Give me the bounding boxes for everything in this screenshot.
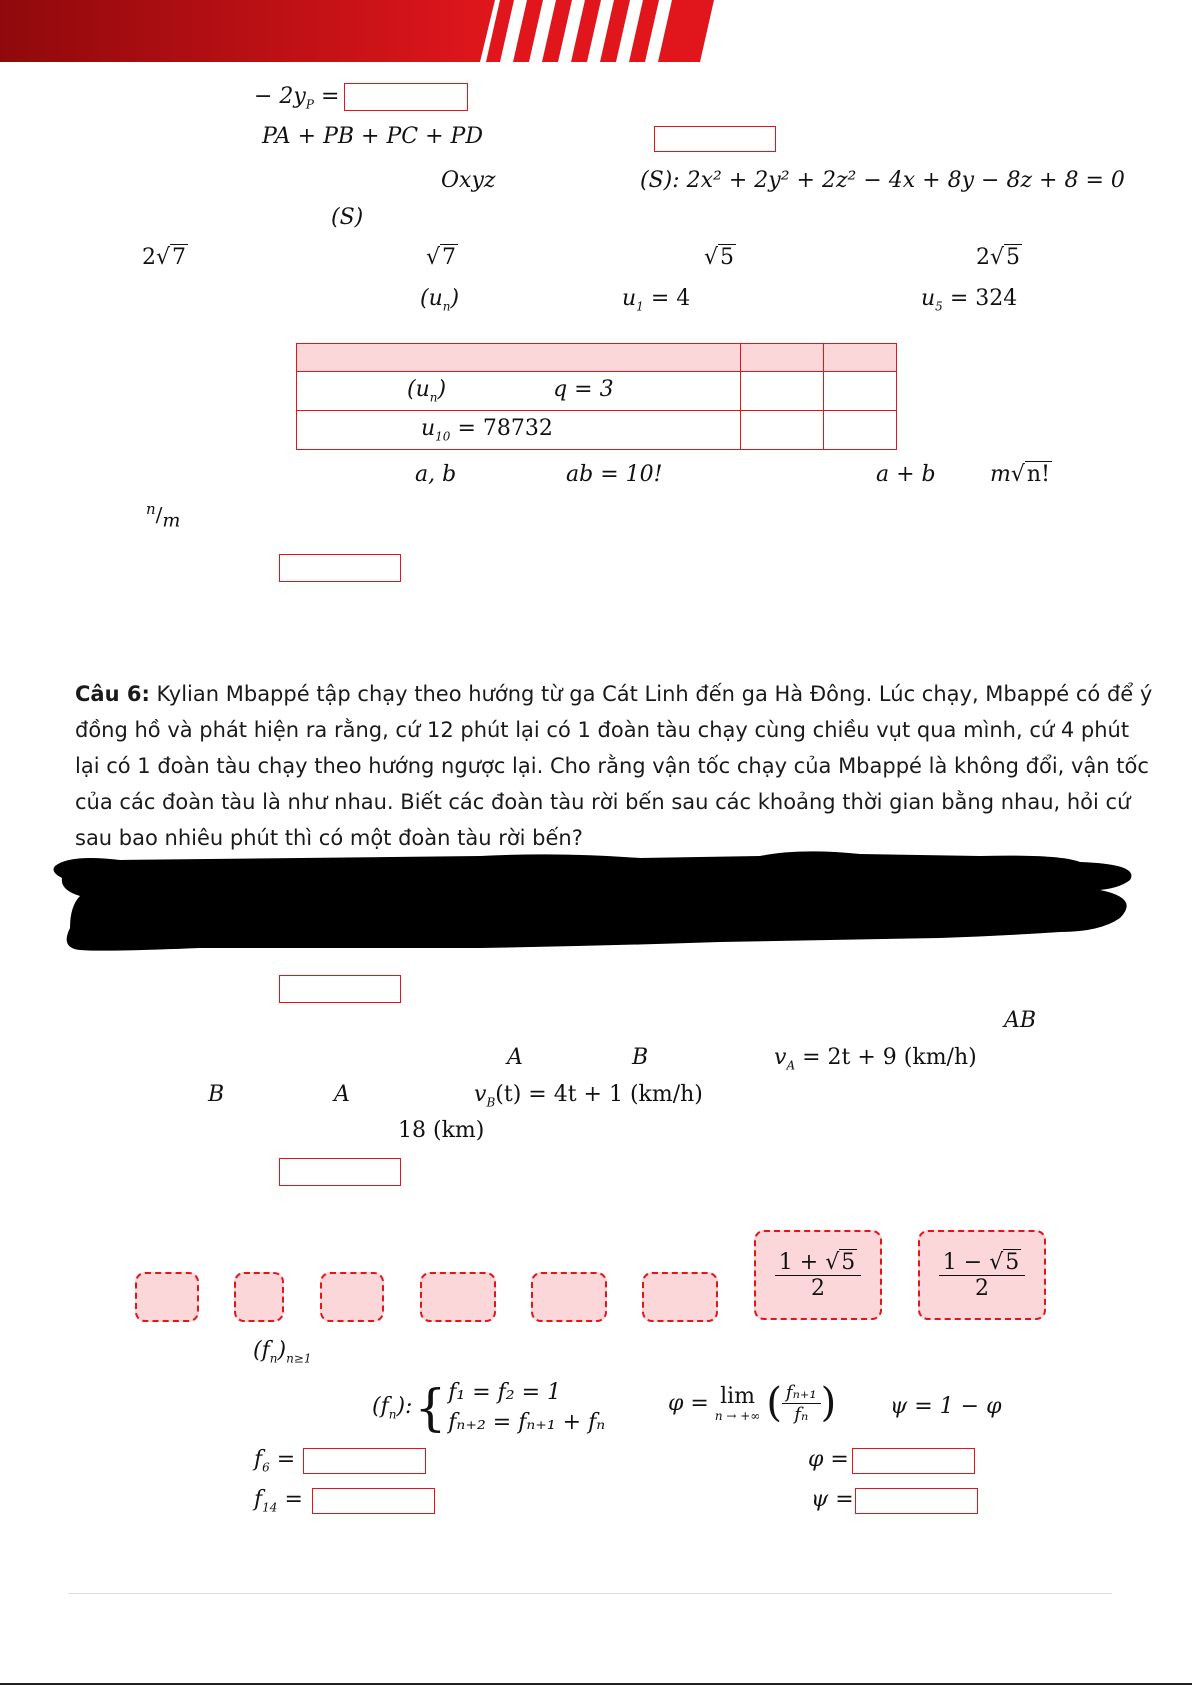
psi-label: ψ = [811,1487,854,1512]
point-a-2: A [334,1082,350,1107]
answer-box-psi[interactable] [855,1488,978,1514]
u1-value: $u_1 = 4$ [622,286,691,314]
question-6-text: Kylian Mbappé tập chạy theo hướng từ ga Cát Linh đến ga Hà Đông. Lúc chạy, Mbappé có để ý đồng hồ và phát hiện ra rằng, cứ 12 phút lại có 1 đoàn tàu chạy cùng chiều vụt qua mình, cứ 4 phút lại có 1 đoàn tàu chạy theo hướng ngược lại. Cho rằng vận tốc chạy của Mbappé là không đổi, vận tốc của các đoàn tàu là như nhau. Biết các đoàn tàu rời bến sau các khoảng thời gian bằng nhau, hỏi cứ sau bao nhiêu phút thì có một đoàn tàu rời bến? [75,682,1153,850]
drop-slot[interactable] [642,1272,718,1322]
option-b[interactable]: √7 [426,245,457,270]
point-b: B [632,1045,649,1070]
answer-box-q6[interactable] [279,975,401,1003]
answer-box-f14[interactable] [312,1488,435,1514]
drop-slot[interactable] [531,1272,607,1322]
sphere-equation: (S): 2x² + 2y² + 2z² − 4x + 8y − 8z + 8 = 0 [640,168,1125,193]
true-cell[interactable] [741,411,824,450]
drop-slot[interactable] [234,1272,284,1322]
sphere-label: (S) [331,205,364,230]
phi-definition: φ = lim n → +∞ ( $\frac{\text{fₙ₊₁}}{\text{fₙ}}$ ) [668,1380,837,1426]
drop-slot[interactable] [320,1272,384,1322]
n-over-m: $^n/_m$ [146,500,181,532]
eq-minus-2yp: − $2y_P$ = [254,84,340,112]
false-cell[interactable] [824,372,897,411]
ab-distance-label: AB [1004,1008,1037,1033]
header-banner [0,0,1192,64]
m-sqrt-n-factorial: m√n! [990,462,1050,487]
answer-box-phi[interactable] [852,1448,975,1474]
option-c[interactable]: √5 [704,245,735,270]
option-a[interactable]: 2√7 [142,245,187,270]
false-cell[interactable] [824,411,897,450]
point-b-2: B [208,1082,225,1107]
distance-18km: 18 (km) [398,1118,485,1143]
fibonacci-sequence: $(f_n)_{n\ge 1}$ [253,1338,312,1366]
velocity-b: $v_B(t) = 4t + 1$ (km/h) [474,1082,703,1110]
true-false-table [296,343,897,450]
question-6 [75,676,1155,856]
footer-divider [68,1593,1112,1594]
option-d[interactable]: 2√5 [976,245,1021,270]
fibonacci-definition: $(f_n)$: { f₁ = f₂ = 1 fₙ₊₂ = fₙ₊₁ + fₙ [372,1379,606,1437]
answer-box-2yp[interactable] [344,83,468,111]
table-row: $u_{10} = 78732$ [297,411,897,450]
sequence-un: $(u_n)$ [420,286,460,314]
velocity-a: $v_A = 2t + 9$ (km/h) [774,1045,977,1073]
f14-label: $f_{14}$ = [254,1487,303,1515]
table-header-row [297,344,897,372]
ab-sum: a + b [876,462,936,487]
phi-label: φ = [808,1447,849,1472]
answer-box-q5[interactable] [279,554,401,582]
drag-option-golden-minus[interactable]: $\frac{1 - √5}{2}$ [918,1230,1046,1320]
f6-label: $f_6$ = [254,1447,296,1475]
table-row: $(u_n) q = 3$ [297,372,897,411]
redaction-scribble [0,848,1192,968]
true-cell[interactable] [741,372,824,411]
oxyz-label: Oxyz [441,168,496,193]
ab-variables: a, b [415,462,457,487]
ab-product: ab = 10! [566,462,663,487]
psi-definition: ψ = 1 − φ [890,1394,1002,1419]
answer-box-q7[interactable] [279,1158,401,1186]
eq-sum-distances: PA + PB + PC + PD [262,124,483,149]
u5-value: $u_5 = 324$ [921,286,1018,314]
drop-slot[interactable] [420,1272,496,1322]
answer-box-f6[interactable] [303,1448,426,1474]
drop-slot[interactable] [135,1272,199,1322]
drag-option-golden-plus[interactable]: $\frac{1 + √5}{2}$ [754,1230,882,1320]
question-6-label: Câu 6: [75,682,150,706]
answer-box-sum-distances[interactable] [654,126,776,152]
point-a: A [507,1045,523,1070]
